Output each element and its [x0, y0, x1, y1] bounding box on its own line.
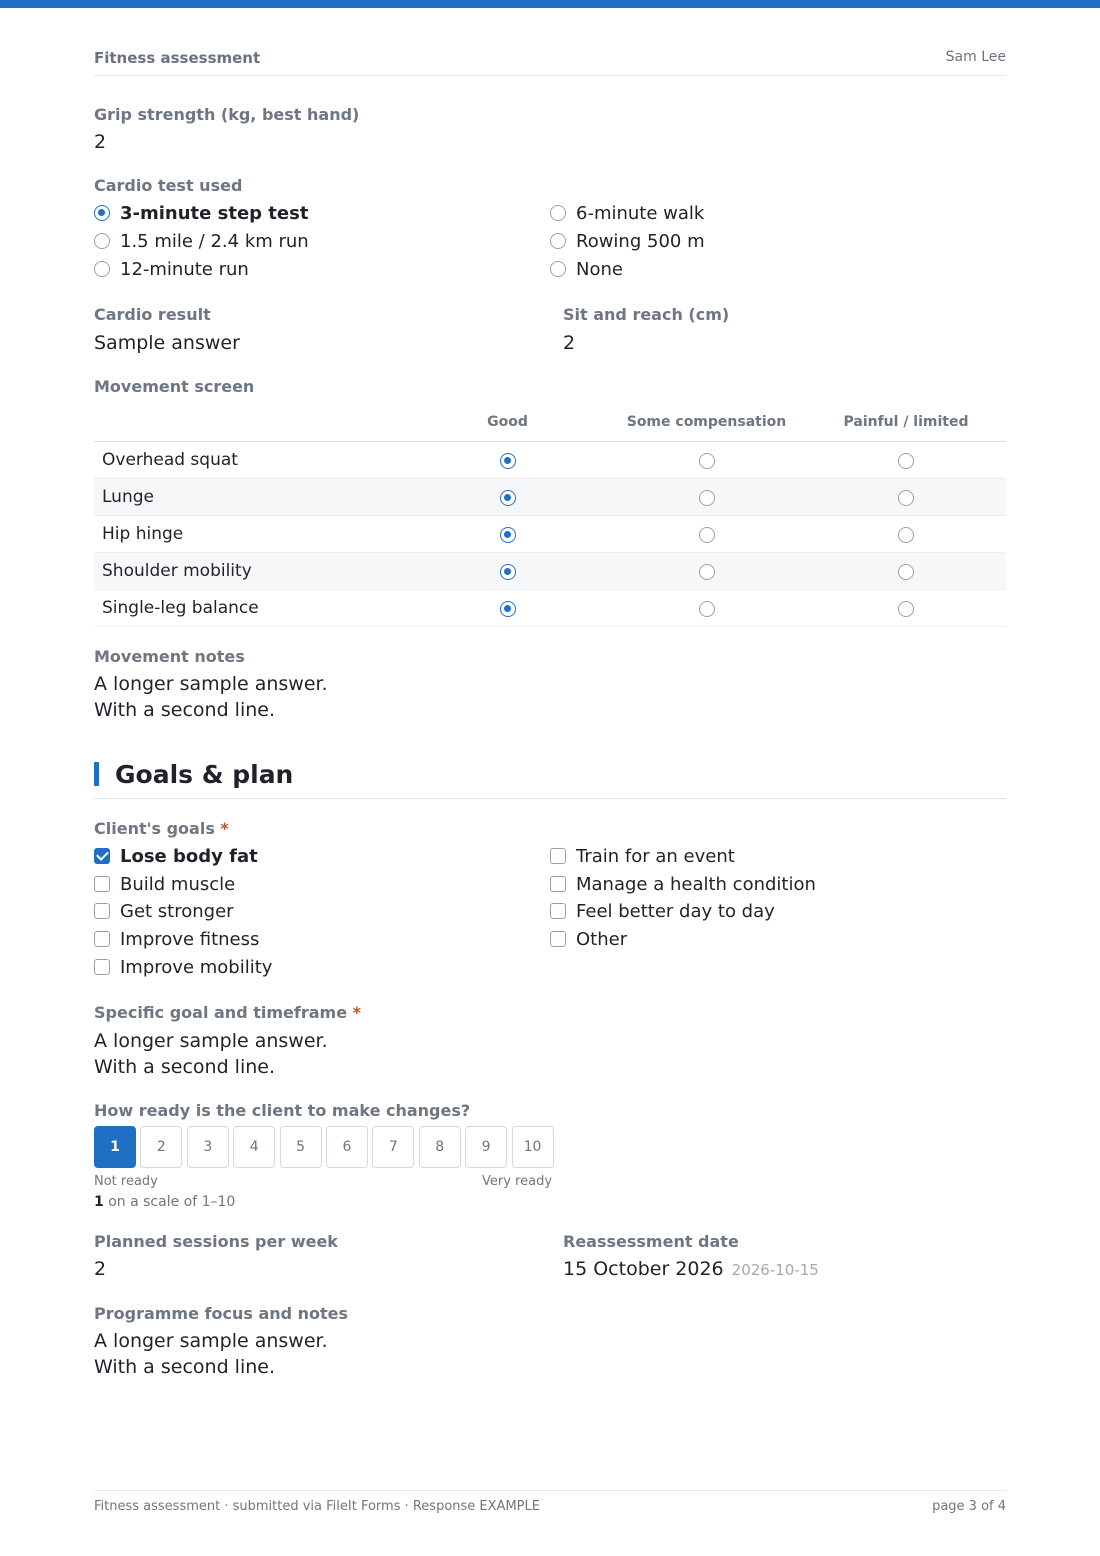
scale-option[interactable]: 7	[372, 1126, 414, 1168]
goal-option-label: Lose body fat	[120, 845, 258, 867]
table-row	[94, 478, 1006, 515]
specific-goal-line: A longer sample answer.	[94, 1030, 328, 1052]
specific-goal-label	[94, 1003, 361, 1022]
scale-max-label: Very ready	[482, 1174, 553, 1189]
sessions-value: 2	[94, 1258, 107, 1280]
movement-screen-label: Movement screen	[94, 377, 255, 396]
scale-option[interactable]: 9	[465, 1126, 507, 1168]
scale-option[interactable]: 3	[187, 1126, 229, 1168]
scale-summary-text: on a scale of 1–10	[103, 1194, 236, 1210]
radio-icon[interactable]	[699, 453, 715, 469]
checkbox-icon	[94, 931, 110, 947]
radio-icon[interactable]	[898, 564, 914, 580]
page-header	[94, 48, 1006, 76]
scale-option[interactable]: 6	[326, 1126, 368, 1168]
row-label: Shoulder mobility	[94, 552, 408, 589]
section-heading	[94, 760, 1006, 799]
scale-option[interactable]: 10	[512, 1126, 554, 1168]
radio-icon[interactable]	[699, 490, 715, 506]
cardio-option[interactable]	[94, 229, 309, 253]
radio-icon[interactable]	[699, 601, 715, 617]
top-accent-bar	[0, 0, 1100, 8]
table-row	[94, 441, 1006, 478]
reassessment-iso: 2026-10-15	[731, 1261, 819, 1279]
radio-icon[interactable]	[699, 564, 715, 580]
radio-icon	[94, 233, 110, 249]
goal-option-label: Feel better day to day	[576, 900, 775, 922]
cardio-test-label: Cardio test used	[94, 176, 243, 195]
cardio-option-label: 6-minute walk	[576, 202, 705, 224]
goal-option[interactable]	[94, 872, 235, 896]
cardio-option-label: 12-minute run	[120, 258, 249, 280]
reassessment-label: Reassessment date	[563, 1232, 739, 1251]
form-title: Fitness assessment	[94, 49, 261, 67]
programme-label: Programme focus and notes	[94, 1304, 349, 1323]
radio-selected-icon[interactable]	[500, 527, 516, 543]
cardio-option[interactable]	[550, 229, 705, 253]
row-label: Hip hinge	[94, 515, 408, 552]
checkbox-icon	[550, 931, 566, 947]
goal-option[interactable]	[550, 927, 627, 951]
radio-selected-icon[interactable]	[500, 453, 516, 469]
readiness-label: How ready is the client to make changes?	[94, 1101, 471, 1120]
goal-option-label: Manage a health condition	[576, 873, 816, 895]
checkbox-icon	[550, 876, 566, 892]
column-header: Some compensation	[607, 404, 806, 441]
radio-icon[interactable]	[898, 527, 914, 543]
table-row	[94, 589, 1006, 626]
scale-option[interactable]: 8	[419, 1126, 461, 1168]
reassessment-value	[563, 1256, 819, 1283]
movement-screen-table	[94, 404, 1006, 627]
sit-reach-value: 2	[563, 332, 576, 354]
movement-notes-line: A longer sample answer.	[94, 673, 328, 695]
radio-icon[interactable]	[898, 453, 914, 469]
scale-option[interactable]: 2	[140, 1126, 182, 1168]
grip-strength-label: Grip strength (kg, best hand)	[94, 105, 360, 124]
radio-selected-icon	[94, 205, 110, 221]
specific-goal-line: With a second line.	[94, 1056, 275, 1078]
checkbox-icon	[550, 903, 566, 919]
radio-icon[interactable]	[898, 601, 914, 617]
row-label: Single-leg balance	[94, 589, 408, 626]
cardio-option[interactable]	[550, 201, 704, 225]
column-header: Painful / limited	[806, 404, 1006, 441]
radio-icon[interactable]	[898, 490, 914, 506]
cardio-option-label: Rowing 500 m	[576, 230, 705, 252]
goal-option[interactable]	[550, 872, 816, 896]
cardio-option[interactable]	[94, 201, 308, 225]
scale-option-selected[interactable]: 1	[94, 1126, 136, 1168]
goal-option[interactable]	[550, 844, 735, 868]
required-mark: *	[352, 1003, 361, 1022]
movement-notes-label: Movement notes	[94, 647, 245, 666]
goal-option[interactable]	[94, 955, 272, 979]
goal-option-label: Improve fitness	[120, 928, 260, 950]
scale-summary-value: 1	[94, 1194, 104, 1210]
specific-goal-label-text: Specific goal and timeframe	[94, 1003, 348, 1022]
column-header: Good	[408, 404, 607, 441]
goal-option-label: Train for an event	[576, 845, 735, 867]
checkbox-icon	[550, 848, 566, 864]
row-label: Overhead squat	[94, 441, 408, 478]
sessions-label: Planned sessions per week	[94, 1232, 338, 1251]
programme-line: With a second line.	[94, 1356, 275, 1378]
radio-icon	[94, 261, 110, 277]
radio-icon	[550, 205, 566, 221]
sit-reach-label: Sit and reach (cm)	[563, 305, 730, 324]
goal-option-label: Get stronger	[120, 900, 234, 922]
table-row	[94, 515, 1006, 552]
scale-min-label: Not ready	[94, 1174, 158, 1189]
movement-notes-line: With a second line.	[94, 699, 275, 721]
cardio-result-value: Sample answer	[94, 332, 240, 354]
section-accent-bar	[94, 762, 99, 786]
goals-label	[94, 819, 229, 838]
programme-line: A longer sample answer.	[94, 1330, 328, 1352]
required-mark: *	[220, 819, 229, 838]
goals-label-text: Client's goals	[94, 819, 215, 838]
scale-summary	[94, 1194, 235, 1210]
radio-icon	[550, 261, 566, 277]
goal-option-label: Improve mobility	[120, 956, 273, 978]
goal-option-label: Build muscle	[120, 873, 236, 895]
cardio-option-label: None	[576, 258, 623, 280]
goal-option[interactable]	[94, 927, 259, 951]
cardio-option-label: 3-minute step test	[120, 202, 309, 224]
section-title: Goals & plan	[115, 760, 294, 789]
goal-option[interactable]	[550, 899, 775, 923]
radio-icon	[550, 233, 566, 249]
respondent-name: Sam Lee	[945, 49, 1006, 65]
radio-selected-icon[interactable]	[500, 564, 516, 580]
scale-option[interactable]: 4	[233, 1126, 275, 1168]
radio-selected-icon[interactable]	[500, 601, 516, 617]
table-row	[94, 552, 1006, 589]
footer-source: Fitness assessment · submitted via FileIt Forms · Response EXAMPLE	[94, 1499, 540, 1514]
cardio-option-label: 1.5 mile / 2.4 km run	[120, 230, 309, 252]
radio-icon[interactable]	[699, 527, 715, 543]
cardio-result-label: Cardio result	[94, 305, 211, 324]
grip-strength-value: 2	[94, 131, 107, 153]
reassessment-date: 15 October 2026	[563, 1258, 724, 1280]
goal-option[interactable]	[94, 844, 258, 868]
row-label: Lunge	[94, 478, 408, 515]
page-footer	[94, 1490, 1006, 1514]
goal-option[interactable]	[94, 899, 234, 923]
checkbox-icon	[94, 959, 110, 975]
row-header-empty	[94, 404, 408, 441]
checkbox-checked-icon	[94, 848, 110, 864]
page-number: page 3 of 4	[932, 1499, 1006, 1514]
radio-selected-icon[interactable]	[500, 490, 516, 506]
goal-option-label: Other	[576, 928, 628, 950]
checkbox-icon	[94, 903, 110, 919]
readiness-scale	[94, 1126, 558, 1168]
scale-option[interactable]: 5	[280, 1126, 322, 1168]
cardio-option[interactable]	[94, 257, 249, 281]
cardio-option[interactable]	[550, 257, 623, 281]
checkbox-icon	[94, 876, 110, 892]
